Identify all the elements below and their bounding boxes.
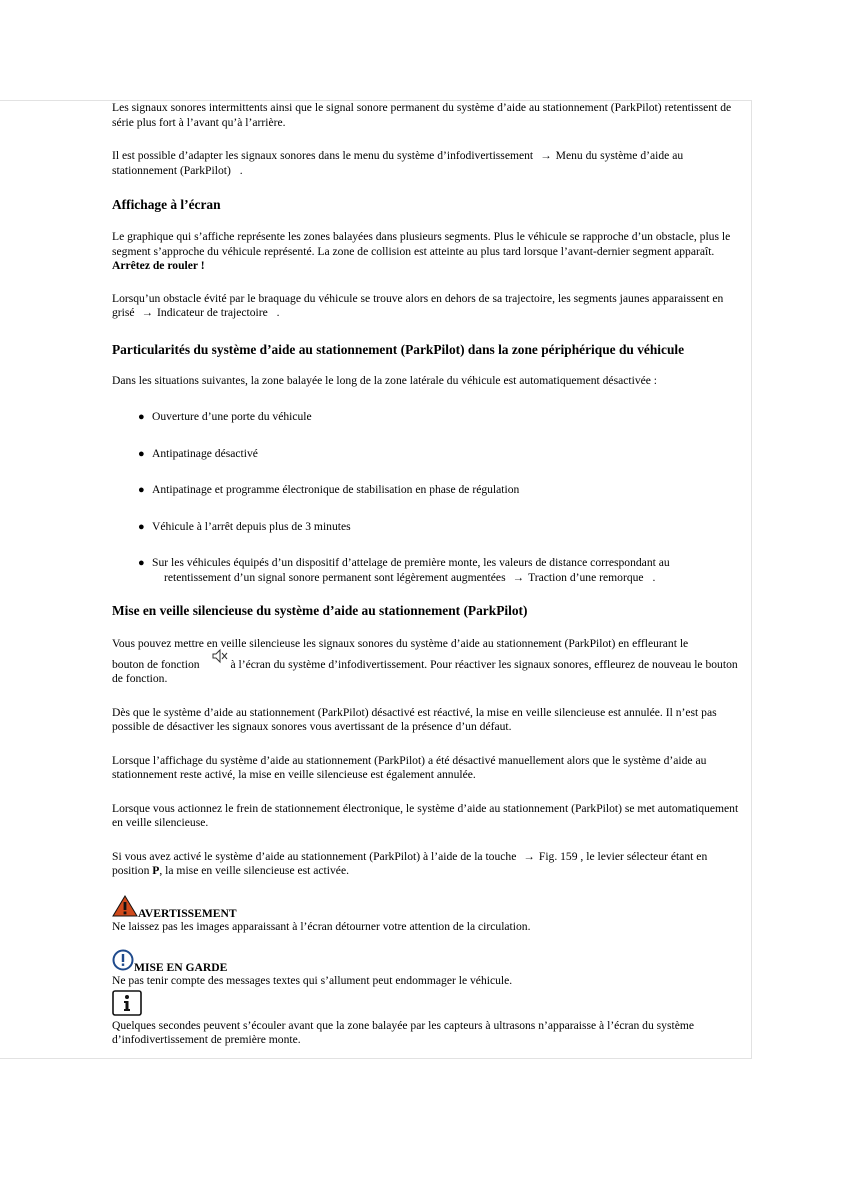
paragraph-situations: Dans les situations suivantes, la zone balayée le long de la zone latérale du véhicule est automatiquement désactivée : bbox=[112, 373, 658, 387]
arrow-icon: → bbox=[540, 149, 552, 162]
caution-exclamation-icon bbox=[112, 949, 134, 974]
arrow-icon: → bbox=[523, 849, 535, 863]
paragraph-graphic: Le graphique qui s’affiche représente les zones balayées dans plusieurs segments. Plus le véhicule se rapproche d’un obstacle, plus le segment s’approche du véhicule représenté. La zone de collision est atteinte au plus tard lorsque l’avant-dernier segment apparaît. Arrêtez de rouler ! bbox=[112, 230, 731, 272]
paragraph-reactivation: Dès que le système d’aide au stationnement (ParkPilot) désactivé est réactivé, la mise en veille silencieuse est annulée. Il n’est pas possible de désactiver les signaux sonores vous avertissant de la présence d’un défaut. bbox=[112, 705, 717, 733]
bullet-icon: ● bbox=[138, 520, 145, 533]
paragraph-signal-volume: Les signaux sonores intermittents ainsi que le signal sonore permanent du système d’aide au stationnement (ParkPilot) retentissent de série plus fort à l’avant qu’à l’arrière. bbox=[112, 101, 732, 129]
bullet-icon: ● bbox=[138, 557, 145, 569]
speaker-mute-icon bbox=[211, 649, 229, 670]
bullet-icon: ● bbox=[138, 411, 145, 423]
situations-list bbox=[112, 410, 742, 585]
heading-veille: Mise en veille silencieuse du système d’aide au stationnement (ParkPilot) bbox=[112, 603, 528, 618]
list-item: ● Antipatinage désactivé bbox=[138, 446, 258, 460]
paragraph-adapt-signals: Il est possible d’adapter les signaux sonores dans le menu du système d’infodivertissement → Menu du système d’aide au stationnement (ParkPilot) . bbox=[112, 149, 684, 177]
arrow-icon: → bbox=[141, 306, 154, 319]
trajectory-link[interactable]: Indicateur de trajectoire bbox=[157, 306, 268, 319]
menu-link[interactable]: Menu du système d’aide au stationnement (ParkPilot) bbox=[112, 149, 684, 177]
document-content bbox=[112, 101, 742, 1048]
paragraph-mute: Vous pouvez mettre en veille silencieuse les signaux sonores du système d’aide au stationnement (ParkPilot) en effleurant le bouton de fonction à l’écran du système d’infodivertissement. Pour réactiver les signaux sonores, effleurez de nouveau le bouton de fonction. bbox=[112, 637, 738, 685]
trailer-link[interactable]: Traction d’une remorque bbox=[528, 570, 644, 584]
figure-link[interactable]: Fig. 159 , le levier sélecteur étant en position bbox=[112, 849, 708, 877]
paragraph-obstacle: Lorsqu’un obstacle évité par le braquage du véhicule se trouve alors en dehors de sa trajectoire, les segments jaunes apparaissent en grisé → Indicateur de trajectoire . bbox=[112, 291, 724, 319]
list-item: ● Véhicule à l’arrêt depuis plus de 3 minutes bbox=[138, 519, 351, 533]
warning-title: AVERTISSEMENT bbox=[138, 906, 237, 920]
list-item: ● Antipatinage et programme électronique de stabilisation en phase de régulation bbox=[138, 483, 520, 496]
bullet-icon: ● bbox=[138, 447, 145, 460]
bullet-icon: ● bbox=[138, 484, 145, 496]
info-text: Quelques secondes peuvent s’écouler avant que la zone balayée par les capteurs à ultrasons n’apparaisse à l’écran du système d’infodivertissement de première monte. bbox=[112, 1018, 695, 1046]
warning-notice bbox=[112, 895, 742, 935]
caution-text: Ne pas tenir compte des messages textes qui s’allument peut endommager le véhicule. bbox=[112, 974, 513, 987]
warning-text: Ne laissez pas les images apparaissant à l’écran détourner votre attention de la circulation. bbox=[112, 919, 531, 933]
heading-affichage: Affichage à l’écran bbox=[112, 197, 221, 212]
info-icon bbox=[112, 990, 142, 1019]
paragraph-display-off: Lorsque l’affichage du système d’aide au stationnement (ParkPilot) a été désactivé manuellement alors que le système d’aide au stationnement reste activé, la mise en veille silencieuse est également annulée. bbox=[112, 753, 707, 781]
warning-triangle-icon bbox=[112, 895, 138, 920]
arrow-icon: → bbox=[512, 570, 525, 584]
caution-title: MISE EN GARDE bbox=[134, 961, 228, 974]
list-item: ● Sur les véhicules équipés d’un dispositif d’attelage de première monte, les valeurs de distance correspondant au retentissement d’un signal sonore permanent sont légèrement augmentées → Traction d’une remorque . bbox=[138, 556, 670, 584]
heading-particularites: Particularités du système d’aide au stationnement (ParkPilot) dans la zone périphérique du véhicule bbox=[112, 341, 685, 357]
list-item: ● Ouverture d’une porte du véhicule bbox=[138, 410, 312, 423]
paragraph-selector-lever: Si vous avez activé le système d’aide au stationnement (ParkPilot) à l’aide de la touche → Fig. 159 , le levier sélecteur étant en position P, la mise en veille silencieuse est activée. bbox=[112, 849, 708, 877]
info-notice bbox=[112, 990, 742, 1048]
paragraph-parking-brake: Lorsque vous actionnez le frein de stationnement électronique, le système d’aide au stationnement (ParkPilot) se met automatiquement en veille silencieuse. bbox=[112, 801, 739, 829]
caution-notice bbox=[112, 949, 742, 989]
